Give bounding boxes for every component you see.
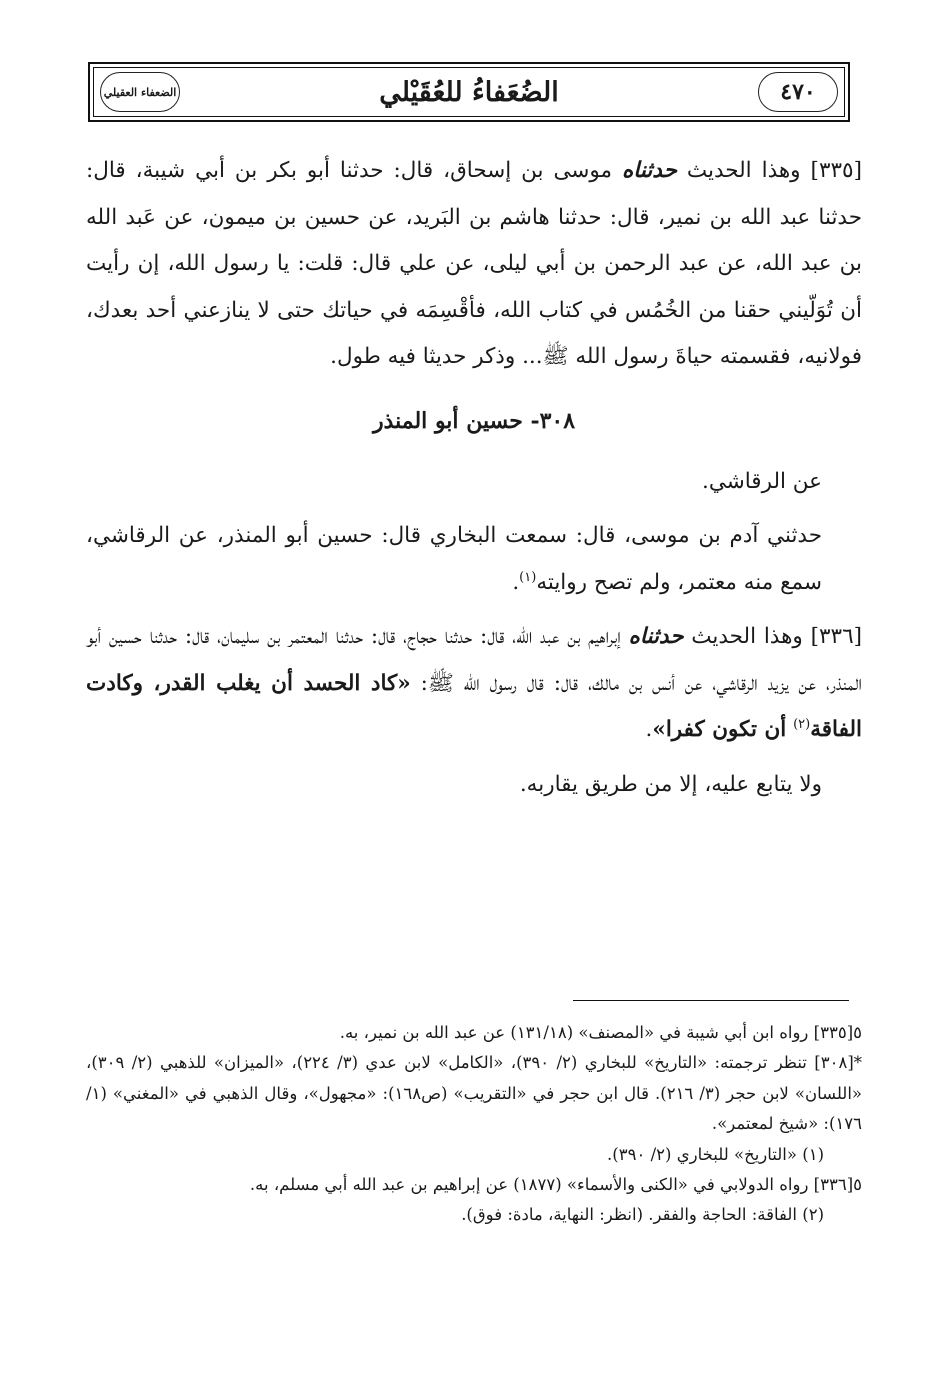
closing-remark: ولا يتابع عليه، إلا من طريق يقاربه.	[519, 771, 822, 797]
footnote-308: *[٣٠٨] تنظر ترجمته: «التاريخ» للبخاري (٢/ ٣٩٠)، «الكامل» لابن عدي (٣/ ٢٢٤)، «الميزان» للذهبي (٢/ ٣٠٩)، «اللسان» لابن حجر (٣/ ٢١٦). قال ابن حجر في «التقريب» (ص١٦٨): «مجهول»، وقال الذهبي في «المغني» (١/ ١٧٦): «شيخ لمعتمر».	[86, 1053, 862, 1134]
hadith-quote: «كاد الحسد أن يغلب القدر، وكادت الفاقة	[86, 670, 862, 742]
footnote-ref-1: (١)	[519, 569, 537, 585]
main-text	[86, 148, 862, 808]
header-ornament-emblem: الضعفاء العقيلي	[100, 72, 180, 112]
footnotes	[86, 1018, 862, 1231]
footnote-2: (٢) الفاقة: الحاجة والفقر. (انظر: النهاية، مادة: فوق).	[461, 1205, 824, 1225]
entry-335: [٣٣٥] وهذا الحديث حدثناه موسى بن إسحاق، قال: حدثنا أبو بكر بن أبي شيبة، قال: حدثنا عبد الله بن نمير، قال: حدثنا هاشم بن البَريد، عن حسين بن ميمون، عن عَبد الله بن عبد الله، عن عبد الرحمن بن أبي ليلى، عن علي قال: قلت: يا رسول الله، إن رأيت أن تُوَلّيني حقنا من الخُمُس في كتاب الله، فأقْسِمَه في حياتك حتى لا ينازعني أحد بعدك، فولانيه، فقسمته حياةَ رسول الله ﷺ... وذكر حديثا فيه طول.	[86, 158, 862, 369]
section-heading: ٣٠٨- حسين أبو المنذر	[372, 407, 576, 434]
narrator-line: عن الرقاشي.	[701, 468, 822, 494]
haddathanahu-word: حدثناه	[622, 158, 677, 183]
footnote-ref-2: (٢)	[793, 716, 811, 732]
footnote-1: (١) «التاريخ» للبخاري (٢/ ٣٩٠).	[607, 1144, 824, 1164]
page-number: ٤٧٠	[758, 72, 838, 112]
footnote-336: ٥[٣٣٦] رواه الدولابي في «الكنى والأسماء» (١٨٧٧) عن إبراهيم بن عبد الله أبي مسلم، به.	[249, 1175, 862, 1195]
bukhari-statement: حدثني آدم بن موسى، قال: سمعت البخاري قال: حسين أبو المنذر، عن الرقاشي، سمع منه معتمر، ولم تصح روايته$^{(١)}$.	[86, 523, 822, 595]
haddathanahu-word: حدثناه	[628, 624, 684, 649]
entry-marker: [٣٣٦]	[810, 624, 863, 649]
entry-336: [٣٣٦] وهذا الحديث حدثناه إبراهيم بن عبد الله، قال: حدثنا حجاج، قال: حدثنا المعتمر بن سليمان، قال: حدثنا حسين أبو المنذر، عن يزيد الرقاشي، عن أنس بن مالك، قال: قال رسول الله ﷺ: «كاد الحسد أن يغلب القدر، وكادت الفاقة$^{(٢)}$ أن تكون كفرا».	[86, 624, 863, 742]
footnote-335: ٥[٣٣٥] رواه ابن أبي شيبة في «المصنف» (١٣١/١٨) عن عبد الله بن نمير، به.	[339, 1023, 862, 1042]
entry-marker: [٣٣٥]	[810, 158, 862, 183]
running-title: الضُعَفاءُ للعُقَيْلي	[379, 76, 559, 108]
page-header	[88, 62, 850, 122]
footnote-divider	[573, 1000, 849, 1001]
